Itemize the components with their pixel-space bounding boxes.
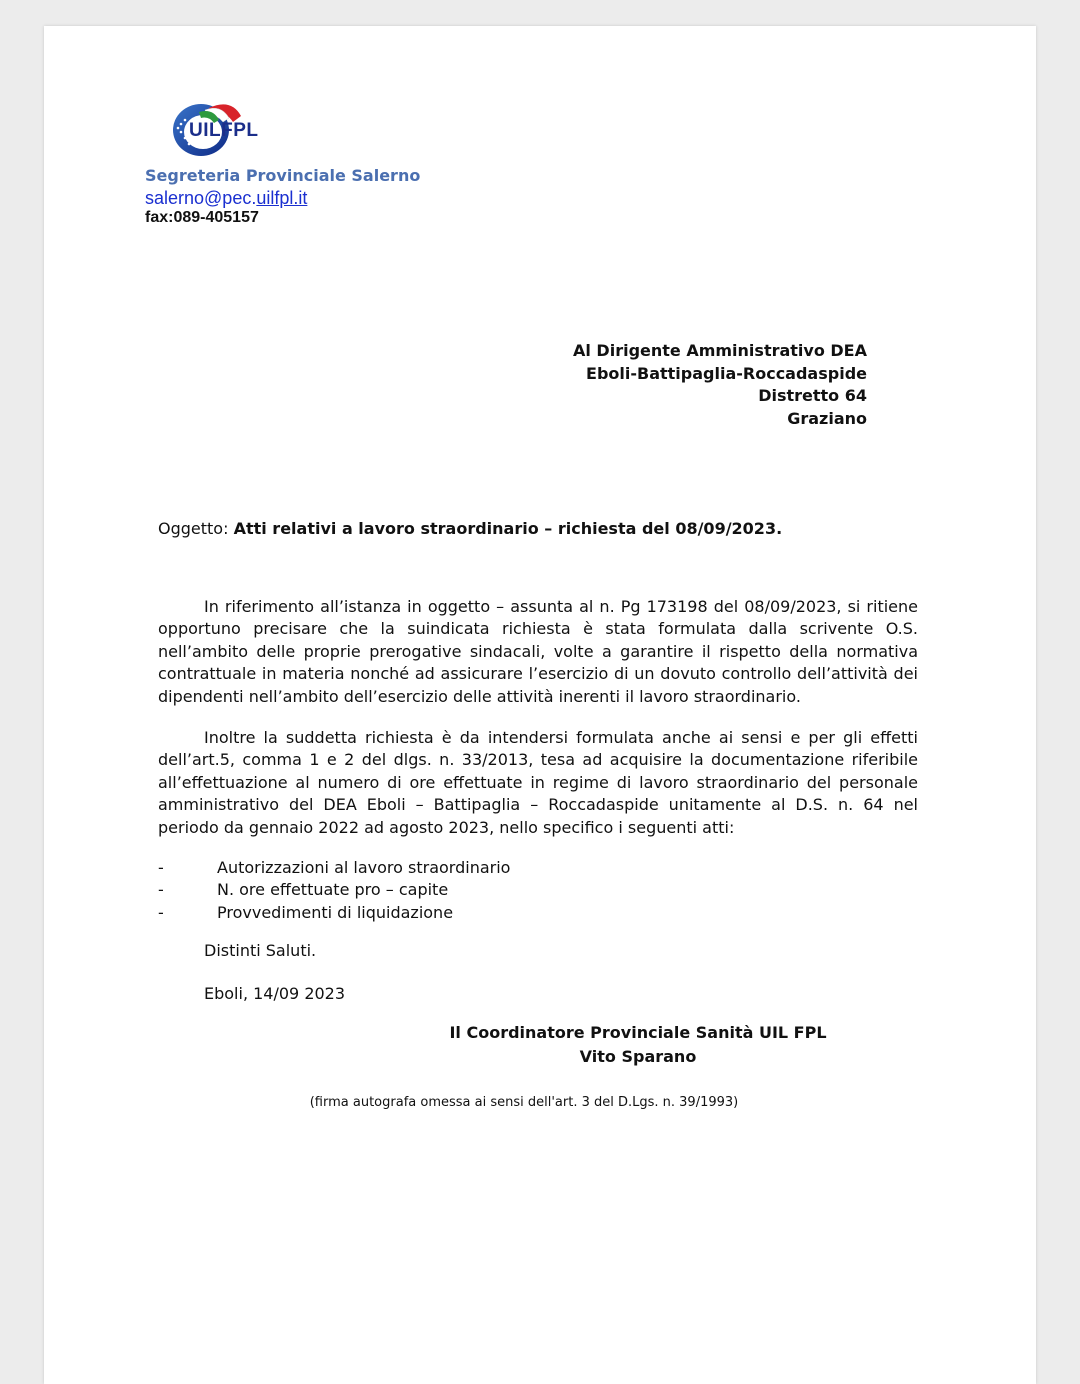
list-bullet: -	[158, 858, 164, 877]
subject-text: Atti relativi a lavoro straordinario – richiesta del 08/09/2023.	[233, 519, 783, 538]
recipient-line: Graziano	[787, 408, 867, 428]
list-item-text: N. ore effettuate pro – capite	[217, 880, 449, 900]
list-bullet: -	[158, 880, 164, 900]
body-paragraph-2: Inoltre la suddetta richiesta è da intendersi formulata anche ai sensi e per gli effetti dell’art.5, comma 1 e 2 del dlgs. n. 33/2013, tesa ad acquisire la documentazione riferibile all’effettuazione al numero di ore effettuate in regime di lavoro straordinario del personale amministrativo del DEA Eboli – Battipaglia – Roccadaspide unitamente al D.S. n. 64 nel periodo da gennaio 2022 ad agosto 2023, nello specifico i seguenti atti:	[158, 728, 918, 837]
recipient-block	[573, 340, 867, 430]
list-item-text: Autorizzazioni al lavoro straordinario	[217, 858, 511, 877]
subject-label: Oggetto:	[158, 519, 234, 538]
list-bullet: -	[158, 902, 164, 922]
recipient-line: Distretto 64	[758, 386, 867, 405]
signature-footnote: (firma autografa omessa ai sensi dell'art. 3 del D.Lgs. n. 39/1993)	[309, 1095, 739, 1110]
closing-salutation: Distinti Saluti.	[204, 941, 317, 960]
email-prefix: salerno@pec.	[145, 188, 257, 208]
document-page	[44, 26, 1036, 1384]
list-item-text: Provvedimenti di liquidazione	[217, 902, 454, 922]
organization-email[interactable]	[145, 188, 307, 209]
recipient-line: Eboli-Battipaglia-Roccadaspide	[586, 363, 867, 383]
subject-line	[158, 519, 782, 538]
body-paragraph-1: In riferimento all’istanza in oggetto – assunta al n. Pg 173198 del 08/09/2023, si ritiene opportuno precisare che la suindicata richiesta è stata formulata dalla scrivente O.S. nell’ambito delle proprie prerogative sindacali, volte a garantire il rispetto della normativa contrattuale in materia nonché ad assicurare l’esercizio di un dovuto controllo dell’attività dei dipendenti nell’ambito dell’esercizio delle attività inerenti il lavoro straordinario.	[158, 597, 918, 706]
logo-wordmark: UILFPL	[189, 120, 259, 141]
organization-name: Segreteria Provinciale Salerno	[145, 166, 421, 185]
place-and-date: Eboli, 14/09 2023	[204, 984, 346, 1003]
signatory-title: Il Coordinatore Provinciale Sanità UIL FPL	[449, 1023, 827, 1042]
recipient-line: Al Dirigente Amministrativo DEA	[572, 341, 867, 360]
signature-block	[424, 1021, 852, 1069]
signatory-name: Vito Sparano	[579, 1047, 697, 1066]
organization-fax: fax:089-405157	[145, 209, 259, 226]
email-domain-link[interactable]: uilfpl.it	[256, 188, 308, 208]
